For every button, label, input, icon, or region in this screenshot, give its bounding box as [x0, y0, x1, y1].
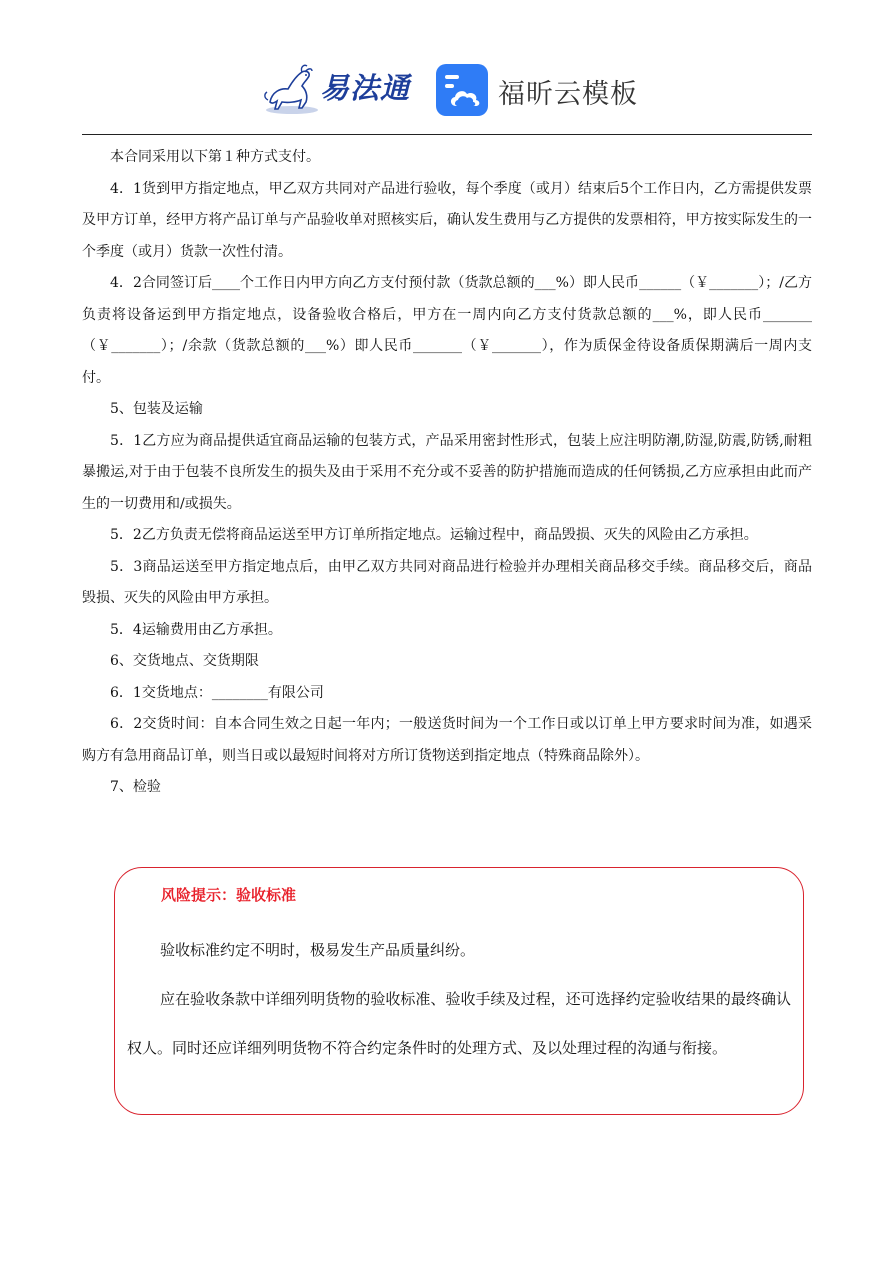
paragraph: 5．4运输费用由乙方承担。: [110, 621, 282, 638]
paragraph: 本合同采用以下第１种方式支付。: [110, 149, 320, 165]
risk-tip-body: [127, 926, 791, 1073]
risk-tip-paragraph: 验收标准约定不明时，极易发生产品质量纠纷。: [160, 941, 476, 959]
paragraph: 4．1货到甲方指定地点，甲乙双方共同对产品进行验收，每个季度（或月）结束后5个工作日内，乙方需提供发票及甲方订单，经甲方将产品订单与产品验收单对照核实后，确认发生费用与乙方提供的发票相符，甲方按实际发生的一个季度（或月）货款一次性付清。: [82, 180, 812, 260]
header-divider: [82, 134, 812, 135]
paragraph: 4．2合同签订后____个工作日内甲方向乙方支付预付款（货款总额的___%）即人民币______（￥_______）；/乙方负责将设备运到甲方指定地点，设备验收合格后，甲方在一周内向乙方支付货款总额的___%，即人民币_______（￥_______）；/余款（货款总额的___%）即人民币_______（￥_______），作为质保金待设备质保期满后一周内支付。: [82, 275, 812, 386]
paragraph: 6．2交货时间：自本合同生效之日起一年内；一般送货时间为一个工作日或以订单上甲方要求时间为准，如遇采购方有急用商品订单，则当日或以最短时间将对方所订货物送到指定地点（特殊商品除外）。: [82, 716, 812, 764]
section-heading: 7、检验: [110, 779, 161, 795]
contract-body: [82, 142, 812, 804]
risk-tip-paragraph: 应在验收条款中详细列明货物的验收标准、验收手续及过程，还可选择约定验收结果的最终确认权人。同时还应详细列明货物不符合约定条件时的处理方式、及以处理过程的沟通与衔接。: [127, 990, 791, 1057]
section-heading: 6、交货地点、交货期限: [110, 653, 259, 669]
section-heading: 5、包装及运输: [110, 401, 203, 417]
fuxin-logo: [436, 60, 646, 120]
risk-tip-title: 风险提示：验收标准: [161, 886, 297, 904]
yifatong-logo-text: 易法通: [320, 71, 411, 105]
paragraph: 5．2乙方负责无偿将商品运送至甲方订单所指定地点。运输过程中，商品毁损、灭失的风险由乙方承担。: [110, 527, 758, 543]
paragraph: 6．1交货地点：________有限公司: [110, 684, 324, 701]
horse-emblem-icon: [262, 62, 320, 118]
paragraph: 5．3商品运送至甲方指定地点后，由甲乙双方共同对商品进行检验并办理相关商品移交手续。商品移交后，商品毁损、灭失的风险由甲方承担。: [82, 558, 812, 606]
risk-tip-box: [114, 867, 804, 1115]
page-header: [0, 58, 893, 124]
yifatong-logo: [262, 62, 422, 118]
fuxin-logo-text: 福昕云模板: [498, 79, 638, 110]
fuxin-cloud-icon: [436, 64, 488, 116]
paragraph: 5．1乙方应为商品提供适宜商品运输的包装方式，产品采用密封性形式，包装上应注明防潮,防湿,防震,防锈,耐粗暴搬运,对于由于包装不良所发生的损失及由于采用不充分或不妥善的防护措施而造成的任何锈损,乙方应承担由此而产生的一切费用和/或损失。: [82, 432, 812, 512]
